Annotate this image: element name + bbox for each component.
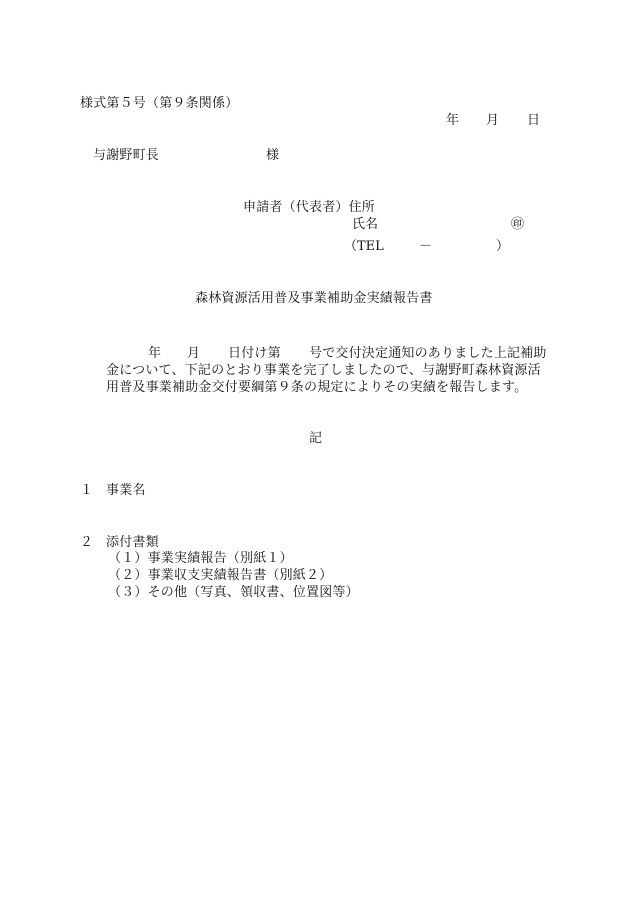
applicant-address-label: 申請者（代表者）住所 [243,200,376,215]
item-label: 事業名 [106,483,146,498]
seal-mark: ㊞ [511,217,525,232]
body-month: 月 [187,346,201,361]
body-line1-rest: 号で交付決定通知のありました上記補助 [309,346,547,361]
tel-close: ） [496,239,510,254]
attachment-item: （３）その他（写真、領収書、位置図等） [108,585,359,600]
tel-label: （TEL [344,239,384,254]
date-month: 月 [486,113,500,128]
item-number: ２ [80,535,94,550]
body-line3: 用普及事業補助金交付要綱第９条の規定によりその実績を報告します。 [106,380,528,395]
document-title: 森林資源活用普及事業補助金実績報告書 [195,291,433,306]
tel-dash: － [419,239,433,254]
body-dated: 日付け第 [228,346,281,361]
date-day: 日 [527,113,541,128]
date-year: 年 [446,113,460,128]
attachment-item: （１）事業実績報告（別紙１） [108,551,293,566]
recipient-name: 与謝野町長 [93,148,160,163]
attachment-item: （２）事業収支実績報告書（別紙２） [108,568,333,583]
form-number: 様式第５号（第９条関係） [80,96,239,111]
body-year: 年 [148,346,162,361]
recipient-honorific: 様 [266,148,280,163]
item-label: 添付書類 [106,535,159,550]
item-number: １ [80,483,94,498]
body-line2: 金について、下記のとおり事業を完了しましたので、与謝野町森林資源活 [106,363,541,378]
ki-heading: 記 [309,431,323,446]
applicant-name-label: 氏名 [352,217,379,232]
